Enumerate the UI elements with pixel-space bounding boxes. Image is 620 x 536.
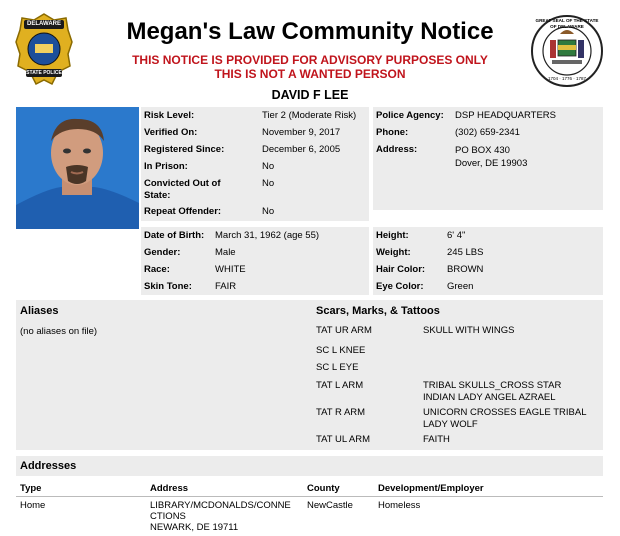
scar-code: SC L KNEE <box>316 345 366 356</box>
height-label: Height: <box>376 230 409 241</box>
agency-address-value: PO BOX 430 Dover, DE 19903 <box>455 145 528 169</box>
gender-label: Gender: <box>144 247 181 258</box>
height-value: 6' 4" <box>447 230 466 241</box>
gender-value: Male <box>215 247 236 258</box>
phone-value: (302) 659-2341 <box>455 127 520 138</box>
not-wanted-notice: THIS IS NOT A WANTED PERSON <box>214 67 406 81</box>
police-agency-label: Police Agency: <box>376 110 444 121</box>
race-value: WHITE <box>215 264 246 275</box>
badge-top-text: DELAWARE <box>26 21 61 27</box>
scar-code: TAT UR ARM <box>316 325 372 336</box>
police-agency-value: DSP HEADQUARTERS <box>455 110 557 121</box>
scar-code: TAT L ARM <box>316 380 364 391</box>
table-divider <box>16 496 603 497</box>
col-development: Development/Employer <box>378 483 484 494</box>
weight-value: 245 LBS <box>447 247 484 258</box>
col-address: Address <box>150 483 189 494</box>
address-label: Address: <box>376 144 418 155</box>
scar-code: TAT R ARM <box>316 407 366 418</box>
page-title: Megan's Law Community Notice <box>126 18 494 45</box>
scar-code: TAT UL ARM <box>316 434 371 445</box>
scar-desc: TRIBAL SKULLS_CROSS STAR INDIAN LADY ANGEL AZRAEL <box>423 380 562 403</box>
aliases-heading: Aliases <box>20 305 59 317</box>
verified-on-value: November 9, 2017 <box>262 127 341 138</box>
badge-bottom-text: STATE POLICE <box>26 70 62 76</box>
aliases-empty-text: (no aliases on file) <box>20 326 98 337</box>
addresses-header-bar <box>16 456 603 476</box>
repeat-offender-value: No <box>262 206 275 217</box>
registered-since-label: Registered Since: <box>144 144 225 155</box>
race-label: Race: <box>144 264 170 275</box>
row-county: NewCastle <box>307 500 353 511</box>
row-development: Homeless <box>378 500 421 511</box>
convicted-out-of-state-label: Convicted Out of State: <box>144 178 221 201</box>
registered-since-value: December 6, 2005 <box>262 144 341 155</box>
in-prison-value: No <box>262 161 275 172</box>
scar-desc: UNICORN CROSSES EAGLE TRIBAL LADY WOLF <box>423 407 587 430</box>
eye-color-value: Green <box>447 281 474 292</box>
offender-photo <box>16 107 139 229</box>
row-type: Home <box>20 500 46 511</box>
scars-heading: Scars, Marks, & Tattoos <box>316 305 440 317</box>
eye-color-label: Eye Color: <box>376 281 424 292</box>
risk-level-label: Risk Level: <box>144 110 195 121</box>
addresses-heading: Addresses <box>20 460 77 472</box>
in-prison-label: In Prison: <box>144 161 188 172</box>
scar-desc: FAITH <box>423 434 450 445</box>
scar-code: SC L EYE <box>316 362 359 373</box>
row-address: LIBRARY/MCDONALDS/CONNE CTIONS NEWARK, DE 19711 <box>150 500 291 533</box>
dob-value: March 31, 1962 (age 55) <box>215 230 320 241</box>
convicted-out-of-state-value: No <box>262 178 275 189</box>
phone-label: Phone: <box>376 127 409 138</box>
seal-years: 1704 · 1776 · 1787 <box>547 76 587 81</box>
scar-desc: SKULL WITH WINGS <box>423 325 515 336</box>
skin-tone-label: Skin Tone: <box>144 281 192 292</box>
hair-color-label: Hair Color: <box>376 264 426 275</box>
skin-tone-value: FAIR <box>215 281 237 292</box>
risk-level-value: Tier 2 (Moderate Risk) <box>262 110 357 121</box>
col-type: Type <box>20 483 42 494</box>
repeat-offender-label: Repeat Offender: <box>144 206 222 217</box>
seal-ring-text: GREAT SEAL OF THE STATE OF DELAWARE <box>535 18 599 29</box>
verified-on-label: Verified On: <box>144 127 198 138</box>
weight-label: Weight: <box>376 247 411 258</box>
dob-label: Date of Birth: <box>144 230 205 241</box>
advisory-notice: THIS NOTICE IS PROVIDED FOR ADVISORY PURPOSES ONLY <box>132 53 488 67</box>
hair-color-value: BROWN <box>447 264 484 275</box>
person-name: DAVID F LEE <box>271 88 349 102</box>
col-county: County <box>307 483 340 494</box>
